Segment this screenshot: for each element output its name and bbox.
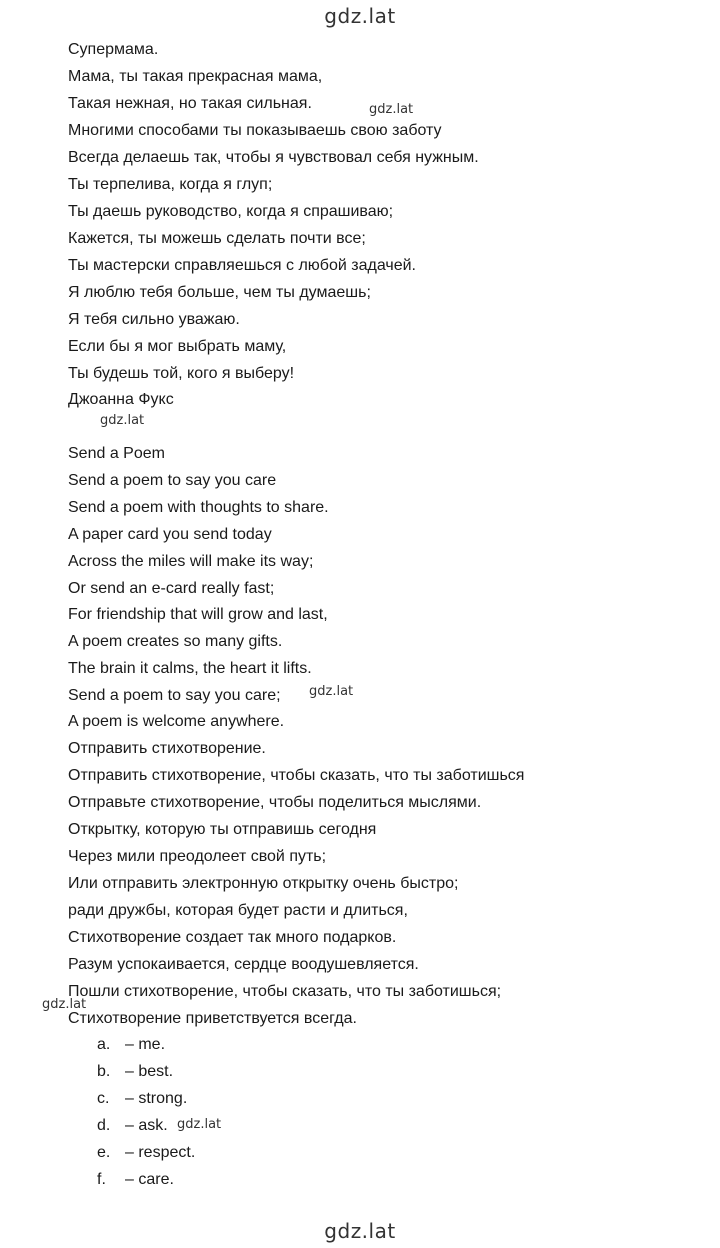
answer-letter: f. <box>97 1171 106 1188</box>
watermark-footer: gdz.lat <box>324 1219 396 1243</box>
answer-letter: b. <box>97 1063 111 1080</box>
answer-letter: c. <box>97 1090 110 1107</box>
poem-tr-line: Пошли стихотворение, чтобы сказать, что ты заботишься; <box>68 983 502 1000</box>
answer-item <box>97 1116 168 1136</box>
poem-tr-line: Открытку, которую ты отправишь сегодня <box>68 821 377 838</box>
poem-en-line: Send a poem with thoughts to share. <box>68 499 329 516</box>
poem-tr-line: Стихотворение создает так много подарков. <box>68 929 397 946</box>
watermark-inline: gdz.lat <box>309 684 354 699</box>
poem-ru-line: Ты терпелива, когда я глуп; <box>68 176 273 193</box>
watermark-inline: gdz.lat <box>177 1117 222 1132</box>
poem-tr-line: Или отправить электронную открытку очень быстро; <box>68 875 459 892</box>
watermark-inline: gdz.lat <box>369 102 414 117</box>
answer-item <box>97 1170 174 1190</box>
answer-text: – me. <box>125 1036 166 1053</box>
answer-text: – strong. <box>125 1090 188 1107</box>
poem-en-line: Or send an e-card really fast; <box>68 580 275 597</box>
poem-en-line: Across the miles will make its way; <box>68 553 314 570</box>
watermark-header: gdz.lat <box>324 4 396 28</box>
answer-text: – best. <box>125 1063 174 1080</box>
answer-item <box>97 1062 173 1082</box>
poem-ru-line: Я люблю тебя больше, чем ты думаешь; <box>68 284 371 301</box>
poem-en-line: Send a poem to say you care; <box>68 687 281 704</box>
poem-en-line: The brain it calms, the heart it lifts. <box>68 660 312 677</box>
poem-ru-line: Мама, ты такая прекрасная мама, <box>68 68 323 85</box>
watermark-inline: gdz.lat <box>100 413 145 428</box>
poem-tr-line: Разум успокаивается, сердце воодушевляется. <box>68 956 419 973</box>
poem-en-line: For friendship that will grow and last, <box>68 606 328 623</box>
poem-ru-author: Джоанна Фукс <box>68 391 174 408</box>
poem-ru-title: Супермама. <box>68 41 159 58</box>
poem-en-line: A paper card you send today <box>68 526 272 543</box>
poem-tr-line: Отправьте стихотворение, чтобы поделиться мыслями. <box>68 794 482 811</box>
poem-ru-line: Ты будешь той, кого я выберу! <box>68 365 295 382</box>
poem-en-line: A poem is welcome anywhere. <box>68 713 285 730</box>
poem-ru-line: Многими способами ты показываешь свою заботу <box>68 122 442 139</box>
answer-item <box>97 1035 165 1055</box>
poem-tr-line: Через мили преодолеет свой путь; <box>68 848 327 865</box>
poem-en-line: Send a poem to say you care <box>68 472 277 489</box>
answer-letter: e. <box>97 1144 111 1161</box>
answer-text: – respect. <box>125 1144 196 1161</box>
poem-ru-line: Такая нежная, но такая сильная. <box>68 95 312 112</box>
answer-letter: a. <box>97 1036 111 1053</box>
poem-en-line: A poem creates so many gifts. <box>68 633 283 650</box>
answer-item <box>97 1143 195 1163</box>
poem-en-title: Send a Poem <box>68 445 165 462</box>
answer-text: – care. <box>125 1171 174 1188</box>
poem-ru-line: Кажется, ты можешь сделать почти все; <box>68 230 366 247</box>
poem-ru-line: Ты даешь руководство, когда я спрашиваю; <box>68 203 394 220</box>
answer-item <box>97 1089 187 1109</box>
poem-ru-line: Ты мастерски справляешься с любой задачей. <box>68 257 416 274</box>
answer-letter: d. <box>97 1117 111 1134</box>
poem-tr-line: Стихотворение приветствуется всегда. <box>68 1010 357 1027</box>
poem-tr-title: Отправить стихотворение. <box>68 740 266 757</box>
poem-ru-line: Если бы я мог выбрать маму, <box>68 338 287 355</box>
poem-ru-line: Я тебя сильно уважаю. <box>68 311 240 328</box>
answer-text: – ask. <box>125 1117 168 1134</box>
poem-tr-line: ради дружбы, которая будет расти и длиться, <box>68 902 408 919</box>
watermark-inline: gdz.lat <box>42 997 87 1012</box>
poem-tr-line: Отправить стихотворение, чтобы сказать, что ты заботишься <box>68 767 525 784</box>
poem-ru-line: Всегда делаешь так, чтобы я чувствовал себя нужным. <box>68 149 479 166</box>
